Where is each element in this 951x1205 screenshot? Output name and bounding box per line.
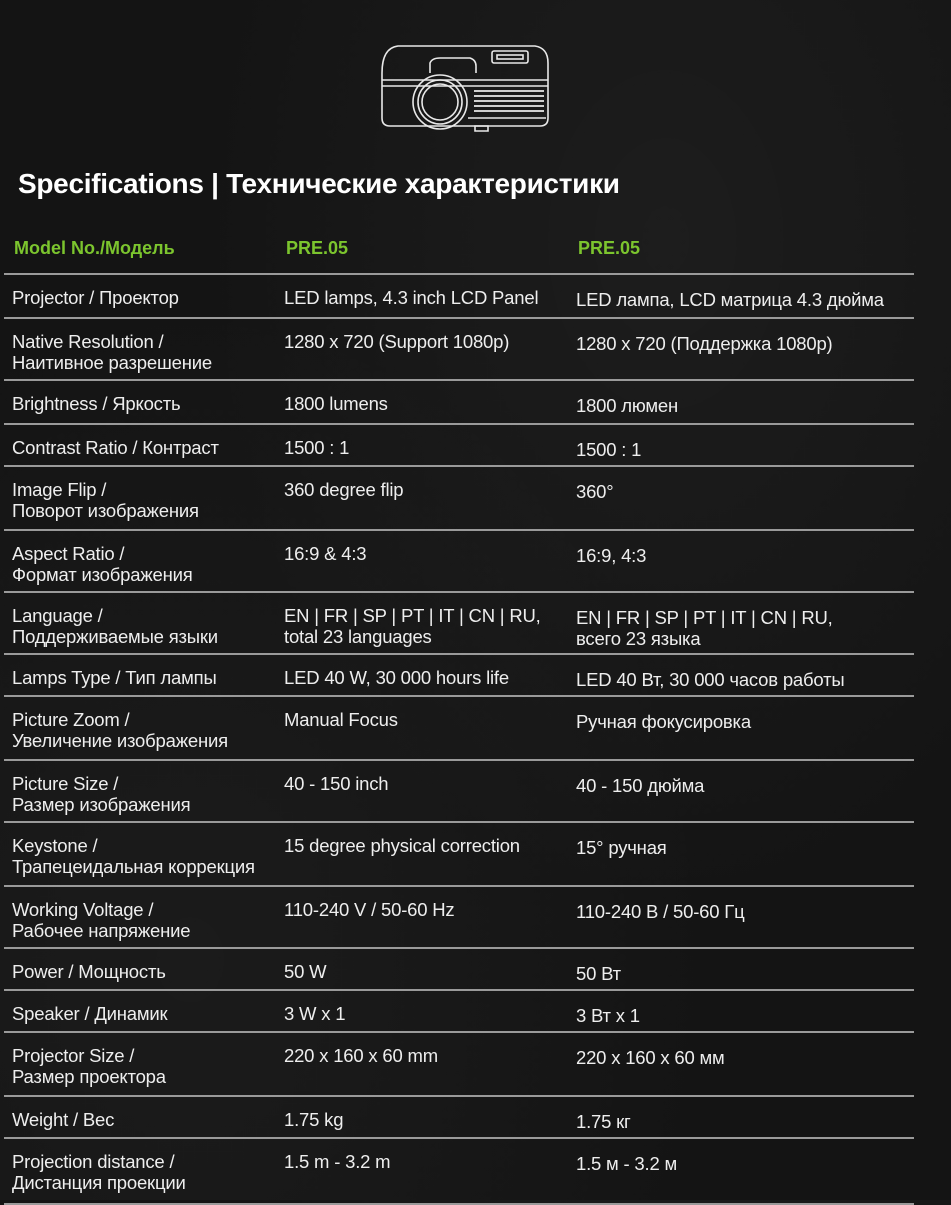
spec-label-line: Формат изображения (12, 564, 193, 585)
spec-label (12, 773, 190, 815)
spec-row (0, 319, 951, 379)
spec-value-ru-line: 1280 x 720 (Поддержка 1080p) (576, 333, 833, 354)
spec-row (0, 823, 951, 885)
spec-value-ru (576, 395, 678, 416)
spec-label-line: Projection distance / (12, 1151, 175, 1172)
spec-value-ru (576, 545, 646, 566)
spec-value-ru (576, 1047, 725, 1068)
spec-label (12, 605, 218, 647)
spec-row (0, 949, 951, 989)
spec-value-ru (576, 1005, 640, 1026)
spec-value-en-line: 220 x 160 x 60 mm (284, 1045, 438, 1066)
spec-value-ru-line: 15° ручная (576, 837, 667, 858)
spec-value-en (284, 961, 326, 982)
spec-label (12, 1109, 114, 1130)
spec-value-en (284, 287, 538, 308)
spec-row (0, 593, 951, 653)
spec-value-ru-line: LED лампа, LCD матрица 4.3 дюйма (576, 289, 884, 310)
spec-value-ru (576, 333, 833, 354)
spec-label (12, 479, 199, 521)
spec-value-en-line: 1500 : 1 (284, 437, 350, 458)
spec-value-en-line: 1.75 kg (284, 1109, 344, 1130)
spec-value-ru-line: 1.75 кг (576, 1111, 631, 1132)
spec-value-ru (576, 1153, 677, 1174)
spec-label-line: Picture Size / (12, 773, 119, 794)
spec-row (0, 1033, 951, 1095)
spec-value-en-line: 50 W (284, 961, 327, 982)
spec-value-ru (576, 289, 884, 310)
spec-row (0, 761, 951, 821)
spec-label-line: Language / (12, 605, 103, 626)
spec-label (12, 1151, 186, 1193)
spec-row (0, 1097, 951, 1137)
spec-value-en (284, 543, 366, 564)
spec-label (12, 709, 228, 751)
spec-label-line: Aspect Ratio / (12, 543, 125, 564)
spec-label (12, 899, 190, 941)
spec-value-en (284, 667, 509, 688)
spec-label (12, 393, 180, 414)
spec-label (12, 331, 212, 373)
spec-label-line: Увеличение изображения (12, 730, 228, 751)
spec-value-ru-line: 1800 люмен (576, 395, 678, 416)
spec-value-ru (576, 439, 641, 460)
spec-row (0, 531, 951, 591)
spec-value-en-line: LED lamps, 4.3 inch LCD Panel (284, 287, 539, 308)
spec-value-en (284, 605, 541, 647)
spec-value-ru (576, 481, 613, 502)
spec-value-ru-line: 40 - 150 дюйма (576, 775, 705, 796)
spec-value-en-line: 360 degree flip (284, 479, 404, 500)
spec-label-line: Weight / Вес (12, 1109, 115, 1130)
spec-label-line: Speaker / Динамик (12, 1003, 168, 1024)
spec-label (12, 835, 255, 877)
model-value-ru: PRE.05 (578, 238, 641, 258)
spec-label-line: Lamps Type / Тип лампы (12, 667, 217, 688)
spec-value-en-line: Manual Focus (284, 709, 398, 730)
spec-table (0, 273, 951, 1205)
spec-value-en-line: LED 40 W, 30 000 hours life (284, 667, 509, 688)
spec-value-ru-line: 3 Вт x 1 (576, 1005, 640, 1026)
spec-value-en (284, 1151, 390, 1172)
spec-label-line: Поворот изображения (12, 500, 199, 521)
spec-value-en (284, 773, 388, 794)
spec-row (0, 275, 951, 317)
spec-value-en (284, 331, 509, 352)
spec-value-en (284, 899, 455, 920)
spec-value-ru-line: 50 Вт (576, 963, 621, 984)
spec-label-line: Image Flip / (12, 479, 107, 500)
model-header-row (0, 232, 951, 266)
spec-label-line: Размер изображения (12, 794, 191, 815)
spec-label-line: Projector / Проектор (12, 287, 179, 308)
model-value-en: PRE.05 (286, 238, 349, 258)
spec-row (0, 655, 951, 695)
spec-value-en (284, 709, 398, 730)
spec-row (0, 887, 951, 947)
spec-value-ru (576, 669, 844, 690)
spec-value-ru (576, 775, 704, 796)
spec-value-ru-line: 360° (576, 481, 614, 502)
page-title: Specifications | Технические характеристики (18, 168, 620, 199)
spec-value-en (284, 1045, 438, 1066)
spec-label (12, 667, 217, 688)
spec-row (0, 1139, 951, 1203)
spec-label-line: Рабочее напряжение (12, 920, 191, 941)
spec-row (0, 381, 951, 423)
spec-value-en-line: 1800 lumens (284, 393, 388, 414)
spec-label (12, 961, 166, 982)
spec-value-ru-line: EN | FR | SP | PT | IT | CN | RU, (576, 607, 833, 628)
spec-value-ru-line: 110-240 В / 50-60 Гц (576, 901, 745, 922)
spec-label-line: Native Resolution / (12, 331, 164, 352)
spec-value-en (284, 1109, 343, 1130)
spec-value-en-line: total 23 languages (284, 626, 432, 647)
spec-label-line: Working Voltage / (12, 899, 154, 920)
spec-row (0, 697, 951, 759)
spec-label-line: Keystone / (12, 835, 98, 856)
spec-value-en-line: 15 degree physical correction (284, 835, 520, 856)
spec-label-line: Поддерживаемые языки (12, 626, 218, 647)
spec-value-en (284, 1003, 345, 1024)
spec-value-ru (576, 711, 751, 732)
spec-label-line: Picture Zoom / (12, 709, 130, 730)
projector-illustration-icon (370, 18, 560, 138)
spec-label-line: Трапецеидальная коррекция (12, 856, 255, 877)
spec-value-ru (576, 607, 833, 649)
spec-value-ru-line: 1.5 м - 3.2 м (576, 1153, 677, 1174)
model-label: Model No./Модель (14, 238, 175, 258)
spec-label (12, 287, 179, 308)
spec-value-ru-line: 16:9, 4:3 (576, 545, 647, 566)
spec-row (0, 425, 951, 465)
spec-label (12, 1045, 166, 1087)
spec-value-ru-line: LED 40 Вт, 30 000 часов работы (576, 669, 845, 690)
spec-label (12, 543, 193, 585)
spec-value-en-line: 40 - 150 inch (284, 773, 389, 794)
spec-label (12, 437, 219, 458)
spec-value-ru-line: 220 x 160 x 60 мм (576, 1047, 725, 1068)
spec-value-en (284, 393, 388, 414)
spec-row (0, 467, 951, 529)
spec-value-ru-line: 1500 : 1 (576, 439, 642, 460)
spec-label-line: Contrast Ratio / Контраст (12, 437, 219, 458)
spec-value-ru (576, 901, 745, 922)
spec-value-en-line: EN | FR | SP | PT | IT | CN | RU, (284, 605, 541, 626)
spec-label-line: Размер проектора (12, 1066, 166, 1087)
spec-value-en (284, 437, 349, 458)
spec-value-en (284, 479, 403, 500)
spec-value-en-line: 16:9 & 4:3 (284, 543, 367, 564)
spec-label-line: Дистанция проекции (12, 1172, 186, 1193)
spec-label-line: Power / Мощность (12, 961, 166, 982)
spec-label-line: Brightness / Яркость (12, 393, 181, 414)
spec-value-ru (576, 963, 621, 984)
spec-value-ru (576, 837, 667, 858)
spec-value-en (284, 835, 520, 856)
spec-label-line: Наитивное разрешение (12, 352, 212, 373)
spec-value-ru-line: Ручная фокусировка (576, 711, 751, 732)
spec-value-ru-line: всего 23 языка (576, 628, 701, 649)
spec-label-line: Projector Size / (12, 1045, 135, 1066)
spec-value-en-line: 110-240 V / 50-60 Hz (284, 899, 455, 920)
spec-value-en-line: 1.5 m - 3.2 m (284, 1151, 391, 1172)
spec-value-ru (576, 1111, 631, 1132)
spec-label (12, 1003, 167, 1024)
spec-row (0, 991, 951, 1031)
spec-value-en-line: 3 W x 1 (284, 1003, 346, 1024)
spec-value-en-line: 1280 x 720 (Support 1080p) (284, 331, 510, 352)
